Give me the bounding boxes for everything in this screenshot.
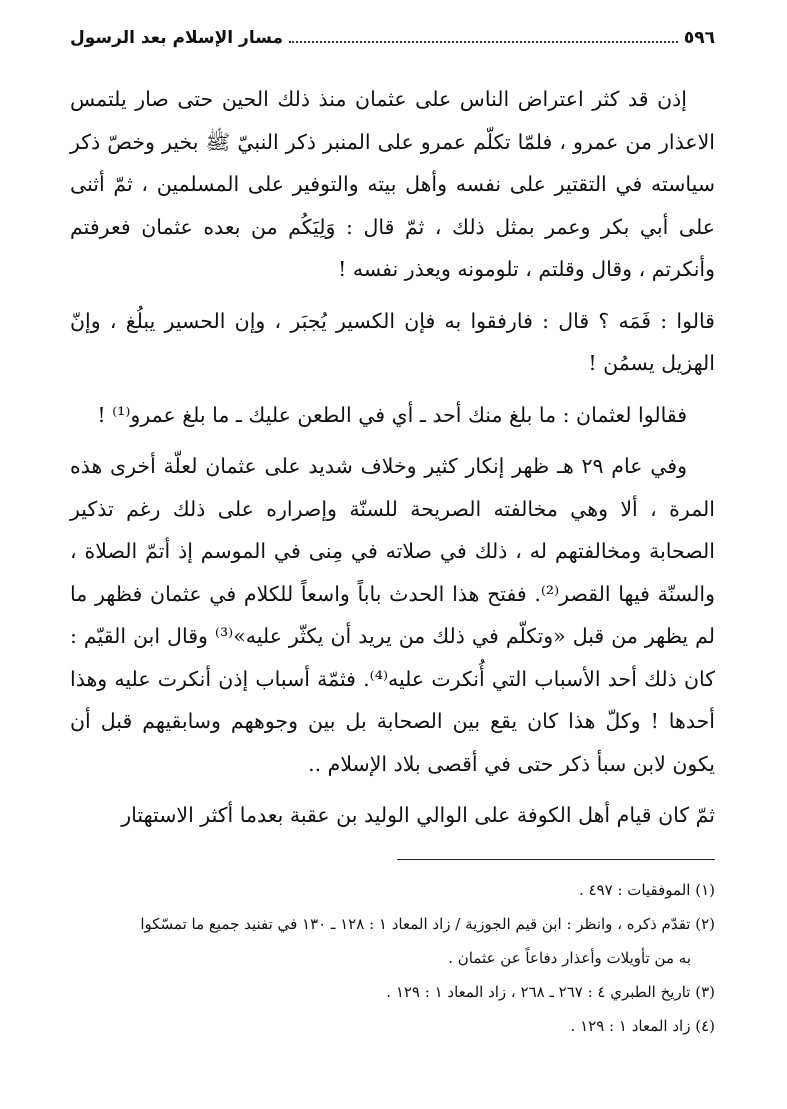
paragraph-5: ثمّ كان قيام أهل الكوفة على الوالي الوليد بن عقبة بعدما أكثر الاستهتار [121, 803, 715, 827]
paragraph-1: إذن قد كثر اعتراض الناس على عثمان منذ ذلك الحين حتى صار يلتمس الاعذار من عمرو ، فلمّا تكلّم عمرو على المنبر ذكر النبيّ ﷺ بخير وخصّ ذكر سياسته في التقتير على نفسه وأهل بيته والتوفير على المسلمين ، ثمّ أثنى على أبي بكر وعمر بمثل ذلك ، ثمّ قال : وَلِيَكُم من بعده عثمان فعرفتم وأنكرتم ، وقال وقلتم ، تلومونه ويعذر نفسه ! [70, 87, 715, 281]
footnote-separator [397, 859, 715, 860]
paragraph-2: قالوا : فَمَه ؟ قال : فارفقوا به فإن الكسير يُجبَر ، وإن الحسير يبلُغ ، وإنّ الهزيل يسمُن ! [70, 308, 715, 375]
page-header [70, 28, 715, 58]
footnotes [70, 876, 715, 1041]
dotted-leader [289, 29, 678, 43]
footnote-2: (٢) تقدّم ذكره ، وانظر : ابن قيم الجوزية / زاد المعاد ١ : ١٢٨ ـ ١٣٠ في تفنيد جميع ما تمسّكوا [140, 914, 715, 933]
book-page [70, 28, 715, 1046]
main-text [70, 78, 715, 837]
paragraph-3: فقالوا لعثمان : ما بلغ منك أحد ـ أي في الطعن عليك ـ ما بلغ عمرو⁽¹⁾ ! [97, 402, 687, 427]
footnote-4: (٤) زاد المعاد ١ : ١٢٩ . [570, 1016, 715, 1035]
paragraph-4: وفي عام ٢٩ هـ ظهر إنكار كثير وخلاف شديد على عثمان لعلّة أخرى هذه المرة ، ألا وهي مخالفته الصريحة للسنّة وإصراره على ذلك رغم تذكير الصحابة ومخالفتهم له ، ذلك في صلاته في مِنى في الموسم إذ أتمّ الصلاة ، والسنّة فيها القصر⁽²⁾. ففتح هذا الحدث باباً واسعاً للكلام في عثمان فظهر ما لم يظهر من قبل «وتكلّم في ذلك من يريد أن يكثّر عليه»⁽³⁾ وقال ابن القيّم : كان ذلك أحد الأسباب التي أُنكرت عليه⁽⁴⁾. فثمّة أسباب إذن أنكرت عليه وهذا أحدها ! وكلّ هذا كان يقع بين الصحابة بل بين وجوههم وسابقيهم قبل أن يكون لابن سبأ ذكر حتى في أقصى بلاد الإسلام .. [70, 454, 716, 776]
footnote-3: (٣) تاريخ الطبري ٤ : ٢٦٧ ـ ٢٦٨ ، زاد المعاد ١ : ١٢٩ . [386, 982, 715, 1001]
footnote-1: (١) الموفقيات : ٤٩٧ . [579, 880, 715, 899]
footnote-2-continuation: به من تأويلات وأعذار دفاعاً عن عثمان . [448, 948, 691, 967]
running-title: مسار الإسلام بعد الرسول [70, 28, 284, 48]
page-number: ٥٩٦ [683, 28, 715, 48]
